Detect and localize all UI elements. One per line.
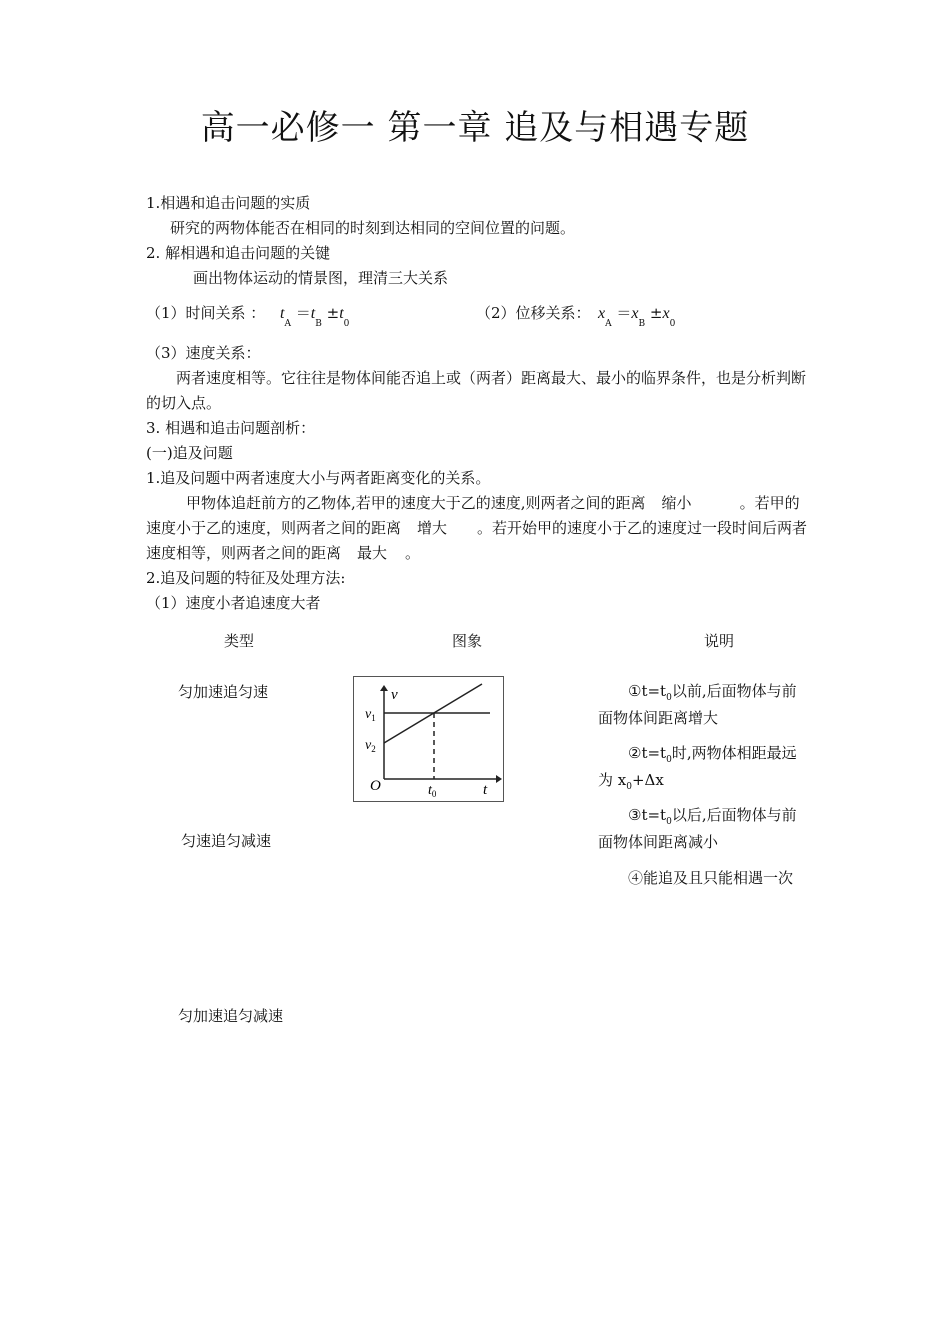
speed-relation-label: （3）速度关系：	[146, 344, 261, 362]
blank-answer-1: 缩小	[661, 494, 692, 512]
v-axis-label: v	[391, 687, 398, 703]
section-2-heading: 2. 解相遇和追击问题的关键	[146, 244, 331, 262]
velocity-time-graph	[353, 676, 504, 802]
type-label: 匀速追匀减速	[181, 832, 272, 850]
speed-relation-body: 两者速度相等。它往往是物体间能否追上或（两者）距离最大、最小的临界条件，也是分析判断的切入点。	[146, 369, 807, 412]
t-axis-label: t	[483, 782, 488, 798]
section-3-heading: 3. 相遇和追击问题剖析：	[146, 419, 316, 437]
column-header-graph: 图象	[452, 632, 483, 650]
blank-answer-2: 增大	[417, 519, 448, 537]
section-1-body: 研究的两物体能否在相同的时刻到达相同的空间位置的问题。	[170, 219, 576, 237]
point-2-heading: 2.追及问题的特征及处理方法:	[146, 569, 346, 587]
time-relation-formula: $t_A =t_B \pm t_0$	[280, 304, 350, 329]
v1-label: $v_1$	[365, 707, 376, 723]
subsection-chase-heading: (一)追及问题	[146, 444, 233, 462]
time-relation-label: （1）时间关系 ：	[146, 304, 266, 322]
explanation-2: $②t=t_0$时,两物体相距最远为 $x_0+\Delta x$	[598, 744, 797, 792]
explanation-1: $①t=t_0$以前,后面物体与前面物体间距离增大	[598, 682, 797, 727]
column-header-type: 类型	[224, 632, 255, 650]
t0-label: $t_0$	[428, 783, 437, 799]
v-axis-arrow	[380, 685, 388, 691]
page-title: 高一必修一 第一章 追及与相遇专题	[200, 108, 750, 148]
blank-answer-3: 最大	[357, 544, 388, 562]
point-1-heading: 1.追及问题中两者速度大小与两者距离变化的关系。	[146, 469, 491, 487]
explanation-3: $③t=t_0$以后,后面物体与前面物体间距离减小	[598, 806, 797, 851]
point-1-body: 甲物体追赶前方的乙物体,若甲的速度大于乙的速度,则两者之间的距离 缩小 。若甲的速度小于乙的速度，则两者之间的距离 增大 。若开始甲的速度小于乙的速度过一段时间后两者速度相等，则两者之间的距离 最大 。	[146, 494, 808, 562]
column-header-explanation: 说明	[704, 632, 735, 650]
section-2-body: 画出物体运动的情景图，理清三大关系	[193, 269, 449, 287]
type-label: 匀加速追匀减速	[178, 1007, 284, 1025]
point-2-subheading: （1）速度小者追速度大者	[146, 594, 321, 612]
origin-label: O	[370, 778, 381, 794]
displacement-relation-formula: $x_A =x_B \pm x_0$	[598, 304, 676, 329]
section-1-heading: 1.相遇和追击问题的实质	[146, 194, 311, 212]
explanation-4: ④能追及且只能相遇一次	[628, 869, 794, 887]
v2-label: $v_2$	[365, 738, 376, 754]
displacement-relation-label: （2）位移关系：	[476, 304, 591, 322]
type-label: 匀加速追匀速	[178, 683, 269, 701]
t-axis-arrow	[496, 775, 502, 783]
vt-graph-svg	[354, 677, 503, 801]
